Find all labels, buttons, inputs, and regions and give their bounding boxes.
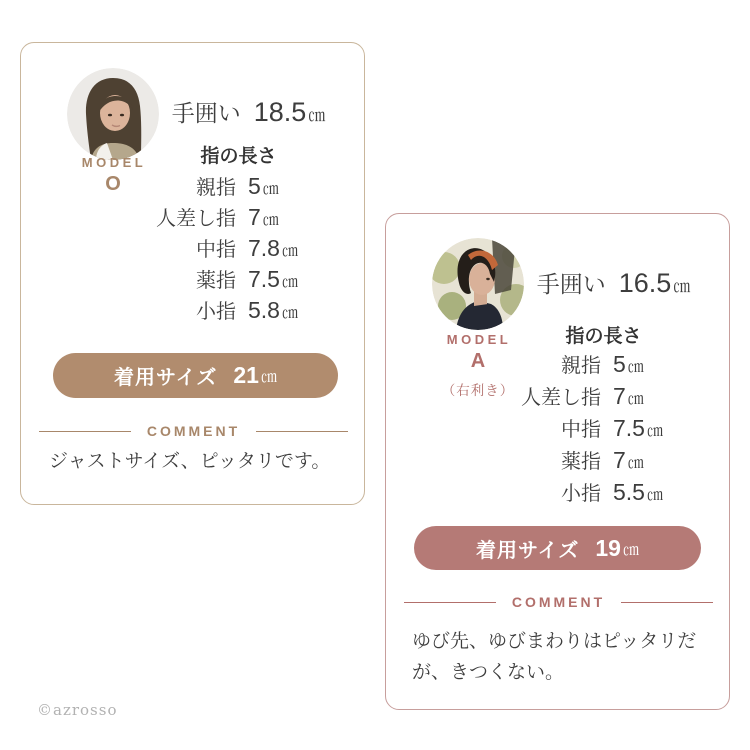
finger-label: 中指 bbox=[196, 239, 236, 261]
finger-row-ring bbox=[121, 264, 356, 295]
finger-row-middle bbox=[486, 413, 721, 445]
comment-heading bbox=[39, 423, 348, 439]
finger-value: 7 ㎝ bbox=[248, 204, 279, 230]
finger-length-table bbox=[486, 349, 721, 509]
wearing-size-badge bbox=[414, 526, 701, 570]
finger-length-table bbox=[121, 171, 356, 326]
divider-line bbox=[621, 602, 713, 603]
finger-row-index bbox=[121, 202, 356, 233]
finger-row-ring bbox=[486, 445, 721, 477]
finger-label: 小指 bbox=[196, 301, 236, 323]
finger-row-thumb bbox=[121, 171, 356, 202]
divider-line bbox=[39, 431, 131, 432]
divider-line bbox=[256, 431, 348, 432]
wearing-size-unit: ㎝ bbox=[260, 369, 277, 386]
hand-circumference-value: 16.5 bbox=[618, 268, 672, 298]
finger-value: 5.5 ㎝ bbox=[613, 479, 663, 505]
model-name: O bbox=[105, 173, 121, 195]
finger-row-thumb bbox=[486, 349, 721, 381]
size-card-model-o bbox=[20, 42, 365, 505]
hand-circumference-label: 手囲い bbox=[171, 100, 241, 126]
divider-line bbox=[404, 602, 496, 603]
comment-text: ゆび先、ゆびまわりはピッタリだが、きつくない。 bbox=[412, 631, 697, 683]
finger-label: 小指 bbox=[561, 483, 601, 505]
finger-value: 7.8 ㎝ bbox=[248, 235, 298, 261]
hand-circumference bbox=[511, 266, 716, 299]
hand-circumference-unit: ㎝ bbox=[673, 277, 691, 296]
hand-circumference bbox=[146, 95, 351, 128]
comment-title: COMMENT bbox=[146, 423, 241, 439]
finger-value: 5.8 ㎝ bbox=[248, 297, 298, 323]
finger-length-title: 指の長さ bbox=[200, 146, 277, 167]
comment-text: ジャストサイズ、ピッタリです。 bbox=[49, 451, 331, 472]
finger-value: 7 ㎝ bbox=[613, 447, 644, 473]
finger-value: 5 ㎝ bbox=[613, 351, 644, 377]
finger-label: 薬指 bbox=[561, 451, 601, 473]
wearing-size-value: 19 bbox=[595, 534, 621, 561]
finger-label: 薬指 bbox=[196, 270, 236, 292]
wearing-size-label: 着用サイズ bbox=[113, 367, 218, 389]
wearing-size-unit: ㎝ bbox=[622, 541, 639, 559]
model-handedness-note: （右利き） bbox=[441, 383, 515, 398]
finger-value: 5 ㎝ bbox=[248, 173, 279, 199]
model-label: MODEL bbox=[81, 155, 147, 170]
finger-label: 人差し指 bbox=[521, 387, 601, 409]
finger-label: 親指 bbox=[561, 355, 601, 377]
hand-circumference-unit: ㎝ bbox=[308, 106, 326, 125]
copyright-watermark: ©azrosso bbox=[37, 701, 118, 719]
hand-circumference-value: 18.5 bbox=[253, 97, 307, 127]
finger-row-index bbox=[486, 381, 721, 413]
wearing-size-badge bbox=[53, 353, 338, 398]
model-label: MODEL bbox=[446, 332, 512, 347]
finger-length-title: 指の長さ bbox=[565, 326, 642, 347]
comment-title: COMMENT bbox=[511, 594, 606, 610]
wearing-size-value: 21 bbox=[233, 362, 259, 388]
finger-label: 中指 bbox=[561, 419, 601, 441]
hand-circumference-label: 手囲い bbox=[536, 271, 606, 297]
finger-value: 7.5 ㎝ bbox=[248, 266, 298, 292]
wearing-size-label: 着用サイズ bbox=[475, 539, 580, 562]
comment-heading bbox=[404, 594, 713, 610]
finger-row-pinky bbox=[486, 477, 721, 509]
finger-label: 人差し指 bbox=[156, 208, 236, 230]
finger-value: 7 ㎝ bbox=[613, 383, 644, 409]
finger-label: 親指 bbox=[196, 177, 236, 199]
size-card-model-a bbox=[385, 213, 730, 710]
finger-row-pinky bbox=[121, 295, 356, 326]
model-name: A bbox=[470, 350, 486, 372]
finger-value: 7.5 ㎝ bbox=[613, 415, 663, 441]
finger-row-middle bbox=[121, 233, 356, 264]
